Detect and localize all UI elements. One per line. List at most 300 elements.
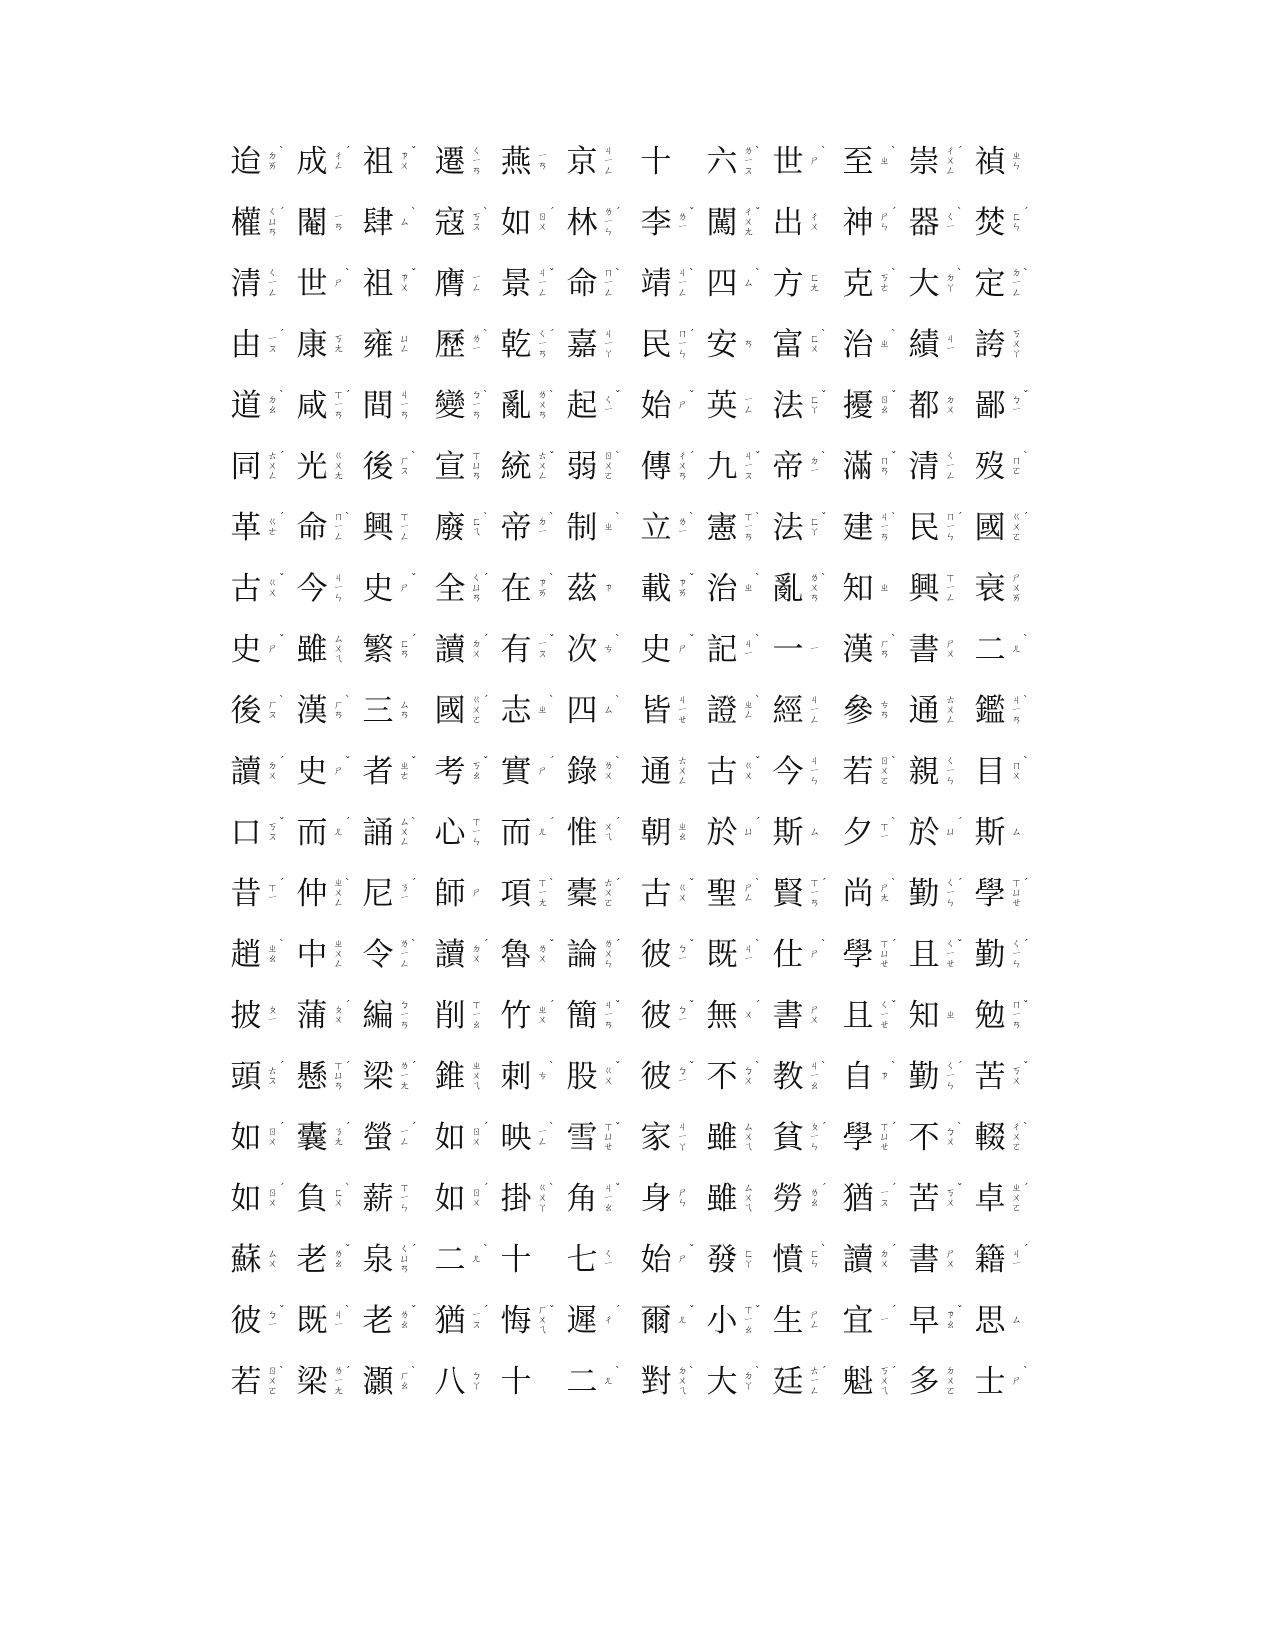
zhuyin-letters: ㄧ ㄥ [399, 1127, 410, 1148]
zhuyin-annotation [742, 1240, 762, 1280]
zhuyin-tone-mark: ˋ [1023, 1121, 1029, 1134]
character-with-zhuyin [228, 439, 294, 495]
zhuyin-letters: ㄖ ㄨ ㄛ [879, 756, 890, 787]
hanzi-character: 帝 [772, 448, 804, 485]
character-with-zhuyin [294, 866, 360, 922]
zhuyin-annotation [470, 386, 490, 426]
zhuyin-tone-mark: ˋ [821, 328, 827, 341]
zhuyin-annotation [398, 1240, 418, 1280]
zhuyin-letters: ㄓ ㄨ ㄥ [333, 939, 344, 970]
hanzi-character: 蘇 [230, 1241, 262, 1278]
phrase [638, 439, 836, 495]
zhuyin-annotation [808, 1057, 828, 1097]
zhuyin-letters: ㄦ [537, 827, 548, 838]
character-with-zhuyin [770, 195, 836, 251]
zhuyin-annotation [676, 1240, 696, 1280]
zhuyin-tone-mark: ˋ [755, 145, 761, 158]
zhuyin-tone-mark: ˊ [345, 1121, 351, 1134]
hanzi-character: 今 [296, 570, 328, 607]
zhuyin-tone-mark: ˊ [957, 816, 963, 829]
zhuyin-tone-mark: ˊ [821, 1365, 827, 1378]
hanzi-character: 咸 [296, 387, 328, 424]
phrase [228, 683, 426, 739]
zhuyin-tone-mark: ˇ [957, 1304, 963, 1317]
zhuyin-annotation [602, 752, 622, 792]
character-with-zhuyin [972, 683, 1038, 739]
zhuyin-tone-mark: ˋ [891, 145, 897, 158]
zhuyin-annotation [676, 264, 696, 304]
character-with-zhuyin [498, 805, 564, 861]
character-with-zhuyin [432, 1232, 498, 1288]
verse-line [228, 927, 1108, 983]
hanzi-character: 昔 [230, 875, 262, 912]
zhuyin-tone-mark: ˋ [549, 694, 555, 707]
hanzi-character: 雍 [362, 326, 394, 363]
zhuyin-letters: ㄍ ㄨ ㄚ [537, 1183, 548, 1214]
zhuyin-annotation [470, 569, 490, 609]
zhuyin-letters: ㄋ ㄧ [399, 883, 410, 904]
hanzi-character: 薪 [362, 1180, 394, 1217]
hanzi-character: 讀 [230, 753, 262, 790]
zhuyin-letters: ㄒ ㄩ ㄝ [879, 1122, 890, 1153]
zhuyin-letters: ㄙ ㄢ [399, 700, 410, 721]
hanzi-character: 克 [842, 265, 874, 302]
zhuyin-letters: ㄍ ㄨ [677, 883, 688, 904]
hanzi-character: 歷 [434, 326, 466, 363]
zhuyin-tone-mark: ˋ [755, 938, 761, 951]
zhuyin-tone-mark: ˋ [689, 267, 695, 280]
phrase [228, 1354, 426, 1410]
zhuyin-annotation [742, 508, 762, 548]
phrase [840, 256, 1038, 312]
phrase [840, 561, 1038, 617]
zhuyin-annotation [266, 1179, 286, 1219]
character-with-zhuyin [840, 134, 906, 190]
zhuyin-tone-mark: ˊ [411, 1121, 417, 1134]
zhuyin-tone-mark: ˇ [689, 206, 695, 219]
hanzi-character: 目 [974, 753, 1006, 790]
character-with-zhuyin [704, 622, 770, 678]
zhuyin-annotation [676, 1301, 696, 1341]
zhuyin-annotation [808, 996, 828, 1036]
zhuyin-letters: ㄦ [603, 1376, 614, 1387]
verse-line [228, 317, 1108, 373]
character-with-zhuyin [770, 134, 836, 190]
zhuyin-annotation [742, 1057, 762, 1097]
zhuyin-letters: ㄉ ㄚ [743, 1371, 754, 1392]
zhuyin-letters: ㄒ ㄧ ㄥ [399, 512, 410, 543]
zhuyin-annotation [808, 325, 828, 365]
character-with-zhuyin [704, 195, 770, 251]
zhuyin-tone-mark: ˇ [549, 633, 555, 646]
hanzi-character: 七 [566, 1241, 598, 1278]
hanzi-character: 魁 [842, 1363, 874, 1400]
zhuyin-letters: ㄕ ㄥ [743, 883, 754, 904]
zhuyin-letters: ㄓ [603, 522, 614, 533]
hanzi-character: 至 [842, 143, 874, 180]
character-with-zhuyin [498, 1171, 564, 1227]
character-with-zhuyin [704, 500, 770, 556]
character-with-zhuyin [704, 256, 770, 312]
character-with-zhuyin [906, 927, 972, 983]
hanzi-character: 悔 [500, 1302, 532, 1339]
hanzi-character: 成 [296, 143, 328, 180]
zhuyin-tone-mark: ˇ [411, 572, 417, 585]
character-with-zhuyin [972, 805, 1038, 861]
zhuyin-tone-mark: ˊ [279, 1182, 285, 1195]
character-with-zhuyin [294, 317, 360, 373]
zhuyin-letters: ㄧ ㄡ [879, 1188, 890, 1209]
zhuyin-tone-mark: ˋ [615, 755, 621, 768]
zhuyin-annotation [676, 874, 696, 914]
character-with-zhuyin [840, 1171, 906, 1227]
zhuyin-annotation [398, 142, 418, 182]
zhuyin-tone-mark: ˇ [891, 389, 897, 402]
hanzi-character: 斯 [974, 814, 1006, 851]
zhuyin-tone-mark: ˇ [615, 1060, 621, 1073]
character-with-zhuyin [704, 744, 770, 800]
character-with-zhuyin [564, 1232, 630, 1288]
zhuyin-annotation [266, 264, 286, 304]
character-with-zhuyin [228, 500, 294, 556]
zhuyin-letters: ㄌ ㄨ [603, 761, 614, 782]
hanzi-character: 始 [640, 1241, 672, 1278]
zhuyin-letters: ㄍ ㄨ [743, 761, 754, 782]
zhuyin-letters: ㄓ [879, 156, 890, 167]
zhuyin-annotation [1010, 264, 1030, 304]
zhuyin-letters: ㄓ ㄠ [267, 944, 278, 965]
hanzi-character: 次 [566, 631, 598, 668]
zhuyin-annotation [398, 569, 418, 609]
zhuyin-tone-mark: ˊ [615, 938, 621, 951]
hanzi-character: 學 [842, 1119, 874, 1156]
phrase [638, 1171, 836, 1227]
zhuyin-annotation [470, 752, 490, 792]
hanzi-character: 教 [772, 1058, 804, 1095]
character-with-zhuyin [840, 195, 906, 251]
character-with-zhuyin [360, 1232, 426, 1288]
character-with-zhuyin [564, 1171, 630, 1227]
hanzi-character: 一 [772, 631, 804, 668]
zhuyin-letters: ㄩ ㄥ [399, 334, 410, 355]
phrase [840, 1232, 1038, 1288]
character-with-zhuyin [294, 1171, 360, 1227]
zhuyin-annotation [602, 1057, 622, 1097]
hanzi-character: 刺 [500, 1058, 532, 1095]
zhuyin-tone-mark: ˇ [549, 938, 555, 951]
verse-line [228, 683, 1108, 739]
character-with-zhuyin [704, 317, 770, 373]
zhuyin-letters: ㄙ ㄨ [267, 1249, 278, 1270]
zhuyin-letters: ㄓ ㄜ [399, 761, 410, 782]
character-with-zhuyin [906, 134, 972, 190]
character-with-zhuyin [638, 1110, 704, 1166]
zhuyin-tone-mark: ˊ [549, 816, 555, 829]
zhuyin-tone-mark: ˋ [821, 1060, 827, 1073]
hanzi-character: 衰 [974, 570, 1006, 607]
character-with-zhuyin [906, 378, 972, 434]
character-with-zhuyin [360, 622, 426, 678]
zhuyin-letters: ㄙ [743, 278, 754, 289]
zhuyin-tone-mark: ˊ [615, 206, 621, 219]
phrase [228, 1171, 426, 1227]
phrase [432, 988, 630, 1044]
zhuyin-annotation [676, 813, 696, 853]
zhuyin-tone-mark: ˇ [411, 1304, 417, 1317]
zhuyin-tone-mark: ˇ [755, 755, 761, 768]
character-with-zhuyin [638, 317, 704, 373]
zhuyin-letters: ㄊ ㄨ ㄥ [945, 695, 956, 726]
zhuyin-tone-mark: ˇ [549, 1304, 555, 1317]
character-with-zhuyin [432, 134, 498, 190]
zhuyin-tone-mark: ˋ [891, 755, 897, 768]
zhuyin-annotation [944, 630, 964, 670]
zhuyin-annotation [742, 142, 762, 182]
zhuyin-annotation [808, 1301, 828, 1341]
character-with-zhuyin [228, 805, 294, 861]
zhuyin-tone-mark: ˇ [821, 511, 827, 524]
zhuyin-annotation [602, 630, 622, 670]
zhuyin-letters: ㄊ ㄨ ㄥ [267, 451, 278, 482]
hanzi-character: 而 [296, 814, 328, 851]
zhuyin-letters: ㄆ ㄨ [333, 1005, 344, 1026]
zhuyin-tone-mark: ˇ [891, 999, 897, 1012]
zhuyin-annotation [470, 1362, 490, 1402]
character-with-zhuyin [972, 1171, 1038, 1227]
zhuyin-letters: ㄙ [1011, 827, 1022, 838]
character-with-zhuyin [840, 317, 906, 373]
zhuyin-letters: ㄩ [743, 827, 754, 838]
hanzi-character: 統 [500, 448, 532, 485]
phrase [432, 1049, 630, 1105]
phrase [638, 195, 836, 251]
zhuyin-letters: ㄕ [471, 888, 482, 899]
zhuyin-tone-mark: ˊ [549, 206, 555, 219]
hanzi-character: 不 [908, 1119, 940, 1156]
zhuyin-tone-mark: ˋ [615, 511, 621, 524]
zhuyin-letters: ㄒ ㄩ ㄢ [333, 1061, 344, 1092]
zhuyin-letters: ㄇ ㄨ [1011, 761, 1022, 782]
zhuyin-annotation [676, 996, 696, 1036]
zhuyin-annotation [878, 1362, 898, 1402]
zhuyin-tone-mark: ˊ [279, 511, 285, 524]
zhuyin-tone-mark: ˋ [483, 328, 489, 341]
zhuyin-annotation [808, 1240, 828, 1280]
character-with-zhuyin [360, 317, 426, 373]
character-with-zhuyin [704, 683, 770, 739]
zhuyin-annotation [878, 447, 898, 487]
character-with-zhuyin [432, 561, 498, 617]
character-with-zhuyin [360, 744, 426, 800]
hanzi-character: 尚 [842, 875, 874, 912]
hanzi-character: 削 [434, 997, 466, 1034]
zhuyin-annotation [1010, 1362, 1030, 1402]
zhuyin-letters: ㄙ [1011, 1315, 1022, 1326]
zhuyin-tone-mark: ˇ [689, 633, 695, 646]
zhuyin-tone-mark: ˋ [615, 267, 621, 280]
zhuyin-letters: ㄖ ㄨ [537, 212, 548, 233]
zhuyin-letters: ㄇ ㄛ [1011, 456, 1022, 477]
hanzi-character: 康 [296, 326, 328, 363]
character-with-zhuyin [906, 988, 972, 1044]
zhuyin-letters: ㄒ ㄩ ㄝ [603, 1122, 614, 1153]
hanzi-character: 祖 [362, 265, 394, 302]
hanzi-character: 繁 [362, 631, 394, 668]
hanzi-character: 靖 [640, 265, 672, 302]
character-with-zhuyin [432, 805, 498, 861]
verse-line [228, 1293, 1108, 1349]
zhuyin-tone-mark: ˊ [483, 572, 489, 585]
zhuyin-letters: ㄉ ㄨ [945, 395, 956, 416]
hanzi-character: 迨 [230, 143, 262, 180]
zhuyin-annotation [1010, 386, 1030, 426]
zhuyin-letters: ㄧ [809, 644, 820, 655]
hanzi-character: 竹 [500, 997, 532, 1034]
hanzi-character: 閹 [296, 204, 328, 241]
phrase [840, 988, 1038, 1044]
hanzi-character: 自 [842, 1058, 874, 1095]
zhuyin-annotation [808, 386, 828, 426]
zhuyin-annotation [332, 752, 352, 792]
verse-line [228, 1049, 1108, 1105]
hanzi-character: 記 [706, 631, 738, 668]
zhuyin-letters: ㄖ ㄨ [471, 1127, 482, 1148]
zhuyin-letters: ㄑ ㄧ ㄣ [945, 878, 956, 909]
zhuyin-tone-mark: ˊ [891, 938, 897, 951]
zhuyin-letters: ㄑ ㄧ ㄣ [1011, 939, 1022, 970]
zhuyin-annotation [332, 508, 352, 548]
character-with-zhuyin [906, 1110, 972, 1166]
zhuyin-tone-mark: ˇ [279, 816, 285, 829]
phrase [638, 1293, 836, 1349]
zhuyin-tone-mark: ˊ [411, 1060, 417, 1073]
zhuyin-letters: ㄍ ㄨ ㄤ [333, 451, 344, 482]
zhuyin-letters: ㄎ ㄨ [1011, 1066, 1022, 1087]
zhuyin-tone-mark: ˊ [957, 877, 963, 890]
zhuyin-tone-mark: ˊ [345, 999, 351, 1012]
hanzi-character: 祖 [362, 143, 394, 180]
hanzi-character: 錄 [566, 753, 598, 790]
zhuyin-tone-mark: ˋ [755, 572, 761, 585]
character-with-zhuyin [228, 1110, 294, 1166]
zhuyin-tone-mark: ˊ [891, 206, 897, 219]
character-with-zhuyin [906, 744, 972, 800]
character-with-zhuyin [360, 1354, 426, 1410]
phrase [228, 561, 426, 617]
zhuyin-annotation [944, 508, 964, 548]
hanzi-character: 變 [434, 387, 466, 424]
zhuyin-annotation [536, 630, 556, 670]
zhuyin-letters: ㄒ ㄧ ㄢ [809, 878, 820, 909]
zhuyin-tone-mark: ˋ [755, 877, 761, 890]
hanzi-character: 夕 [842, 814, 874, 851]
character-with-zhuyin [840, 866, 906, 922]
zhuyin-annotation [332, 1240, 352, 1280]
hanzi-character: 無 [706, 997, 738, 1034]
character-with-zhuyin [840, 500, 906, 556]
zhuyin-tone-mark: ˇ [689, 1304, 695, 1317]
zhuyin-letters: ㄐ ㄧ [945, 334, 956, 355]
character-with-zhuyin [972, 561, 1038, 617]
hanzi-character: 李 [640, 204, 672, 241]
zhuyin-letters: ㄓ ㄨ ㄥ [333, 878, 344, 909]
zhuyin-letters: ㄓ [743, 583, 754, 594]
character-with-zhuyin [432, 1049, 498, 1105]
zhuyin-annotation [332, 386, 352, 426]
character-with-zhuyin [432, 500, 498, 556]
phrase [228, 622, 426, 678]
phrase [228, 866, 426, 922]
zhuyin-tone-mark: ˋ [755, 633, 761, 646]
character-with-zhuyin [564, 195, 630, 251]
hanzi-character: 民 [908, 509, 940, 546]
zhuyin-letters: ㄅ ㄧ [1011, 395, 1022, 416]
hanzi-character: 六 [706, 143, 738, 180]
zhuyin-tone-mark: ˇ [411, 267, 417, 280]
zhuyin-letters: ㄇ ㄧ ㄢ [1011, 1000, 1022, 1031]
hanzi-character: 後 [230, 692, 262, 729]
zhuyin-tone-mark: ˇ [615, 1121, 621, 1134]
zhuyin-tone-mark: ˋ [1023, 450, 1029, 463]
zhuyin-letters: ㄐ ㄧ ㄠ [603, 1183, 614, 1214]
zhuyin-letters: ㄒ ㄩ ㄢ [471, 451, 482, 482]
zhuyin-letters: ㄐ ㄧ ㄡ [743, 451, 754, 482]
character-with-zhuyin [840, 1110, 906, 1166]
character-with-zhuyin [228, 317, 294, 373]
zhuyin-letters: ㄗ ㄨ [399, 151, 410, 172]
zhuyin-letters: ㄒ ㄧ [879, 822, 890, 843]
character-with-zhuyin [972, 988, 1038, 1044]
hanzi-character: 鄙 [974, 387, 1006, 424]
zhuyin-letters: ㄓ ㄣ [1011, 151, 1022, 172]
zhuyin-letters: ㄒ ㄧ ㄣ [399, 1183, 410, 1214]
character-with-zhuyin [906, 1354, 972, 1410]
zhuyin-letters: ㄅ ㄧ [267, 1310, 278, 1331]
hanzi-character: 籍 [974, 1241, 1006, 1278]
phrase [432, 1354, 630, 1410]
hanzi-character: 民 [640, 326, 672, 363]
zhuyin-letters: ㄙ [399, 217, 410, 228]
zhuyin-annotation [676, 569, 696, 609]
zhuyin-annotation [944, 325, 964, 365]
zhuyin-letters: ㄔ ㄨ ㄥ [945, 146, 956, 177]
character-with-zhuyin [564, 744, 630, 800]
hanzi-character: 苦 [974, 1058, 1006, 1095]
hanzi-character: 廢 [434, 509, 466, 546]
phrase [432, 1110, 630, 1166]
character-with-zhuyin [770, 683, 836, 739]
zhuyin-letters: ㄅ ㄨ [945, 1127, 956, 1148]
hanzi-character: 如 [434, 1180, 466, 1217]
zhuyin-letters: ㄌ ㄨ ㄢ [809, 573, 820, 604]
hanzi-character: 茲 [566, 570, 598, 607]
hanzi-character: 於 [706, 814, 738, 851]
hanzi-character: 漢 [296, 692, 328, 729]
zhuyin-letters: ㄊ ㄨ ㄥ [677, 756, 688, 787]
zhuyin-letters: ㄐ ㄧ [1011, 1249, 1022, 1270]
zhuyin-annotation [944, 1118, 964, 1158]
zhuyin-annotation [742, 569, 762, 609]
hanzi-character: 勤 [908, 875, 940, 912]
zhuyin-tone-mark: ˋ [891, 511, 897, 524]
hanzi-character: 燕 [500, 143, 532, 180]
character-with-zhuyin [906, 683, 972, 739]
zhuyin-letters: ㄈ ㄣ [809, 1249, 820, 1270]
hanzi-character: 知 [908, 997, 940, 1034]
hanzi-character: 宜 [842, 1302, 874, 1339]
character-with-zhuyin [432, 622, 498, 678]
phrase [228, 317, 426, 373]
